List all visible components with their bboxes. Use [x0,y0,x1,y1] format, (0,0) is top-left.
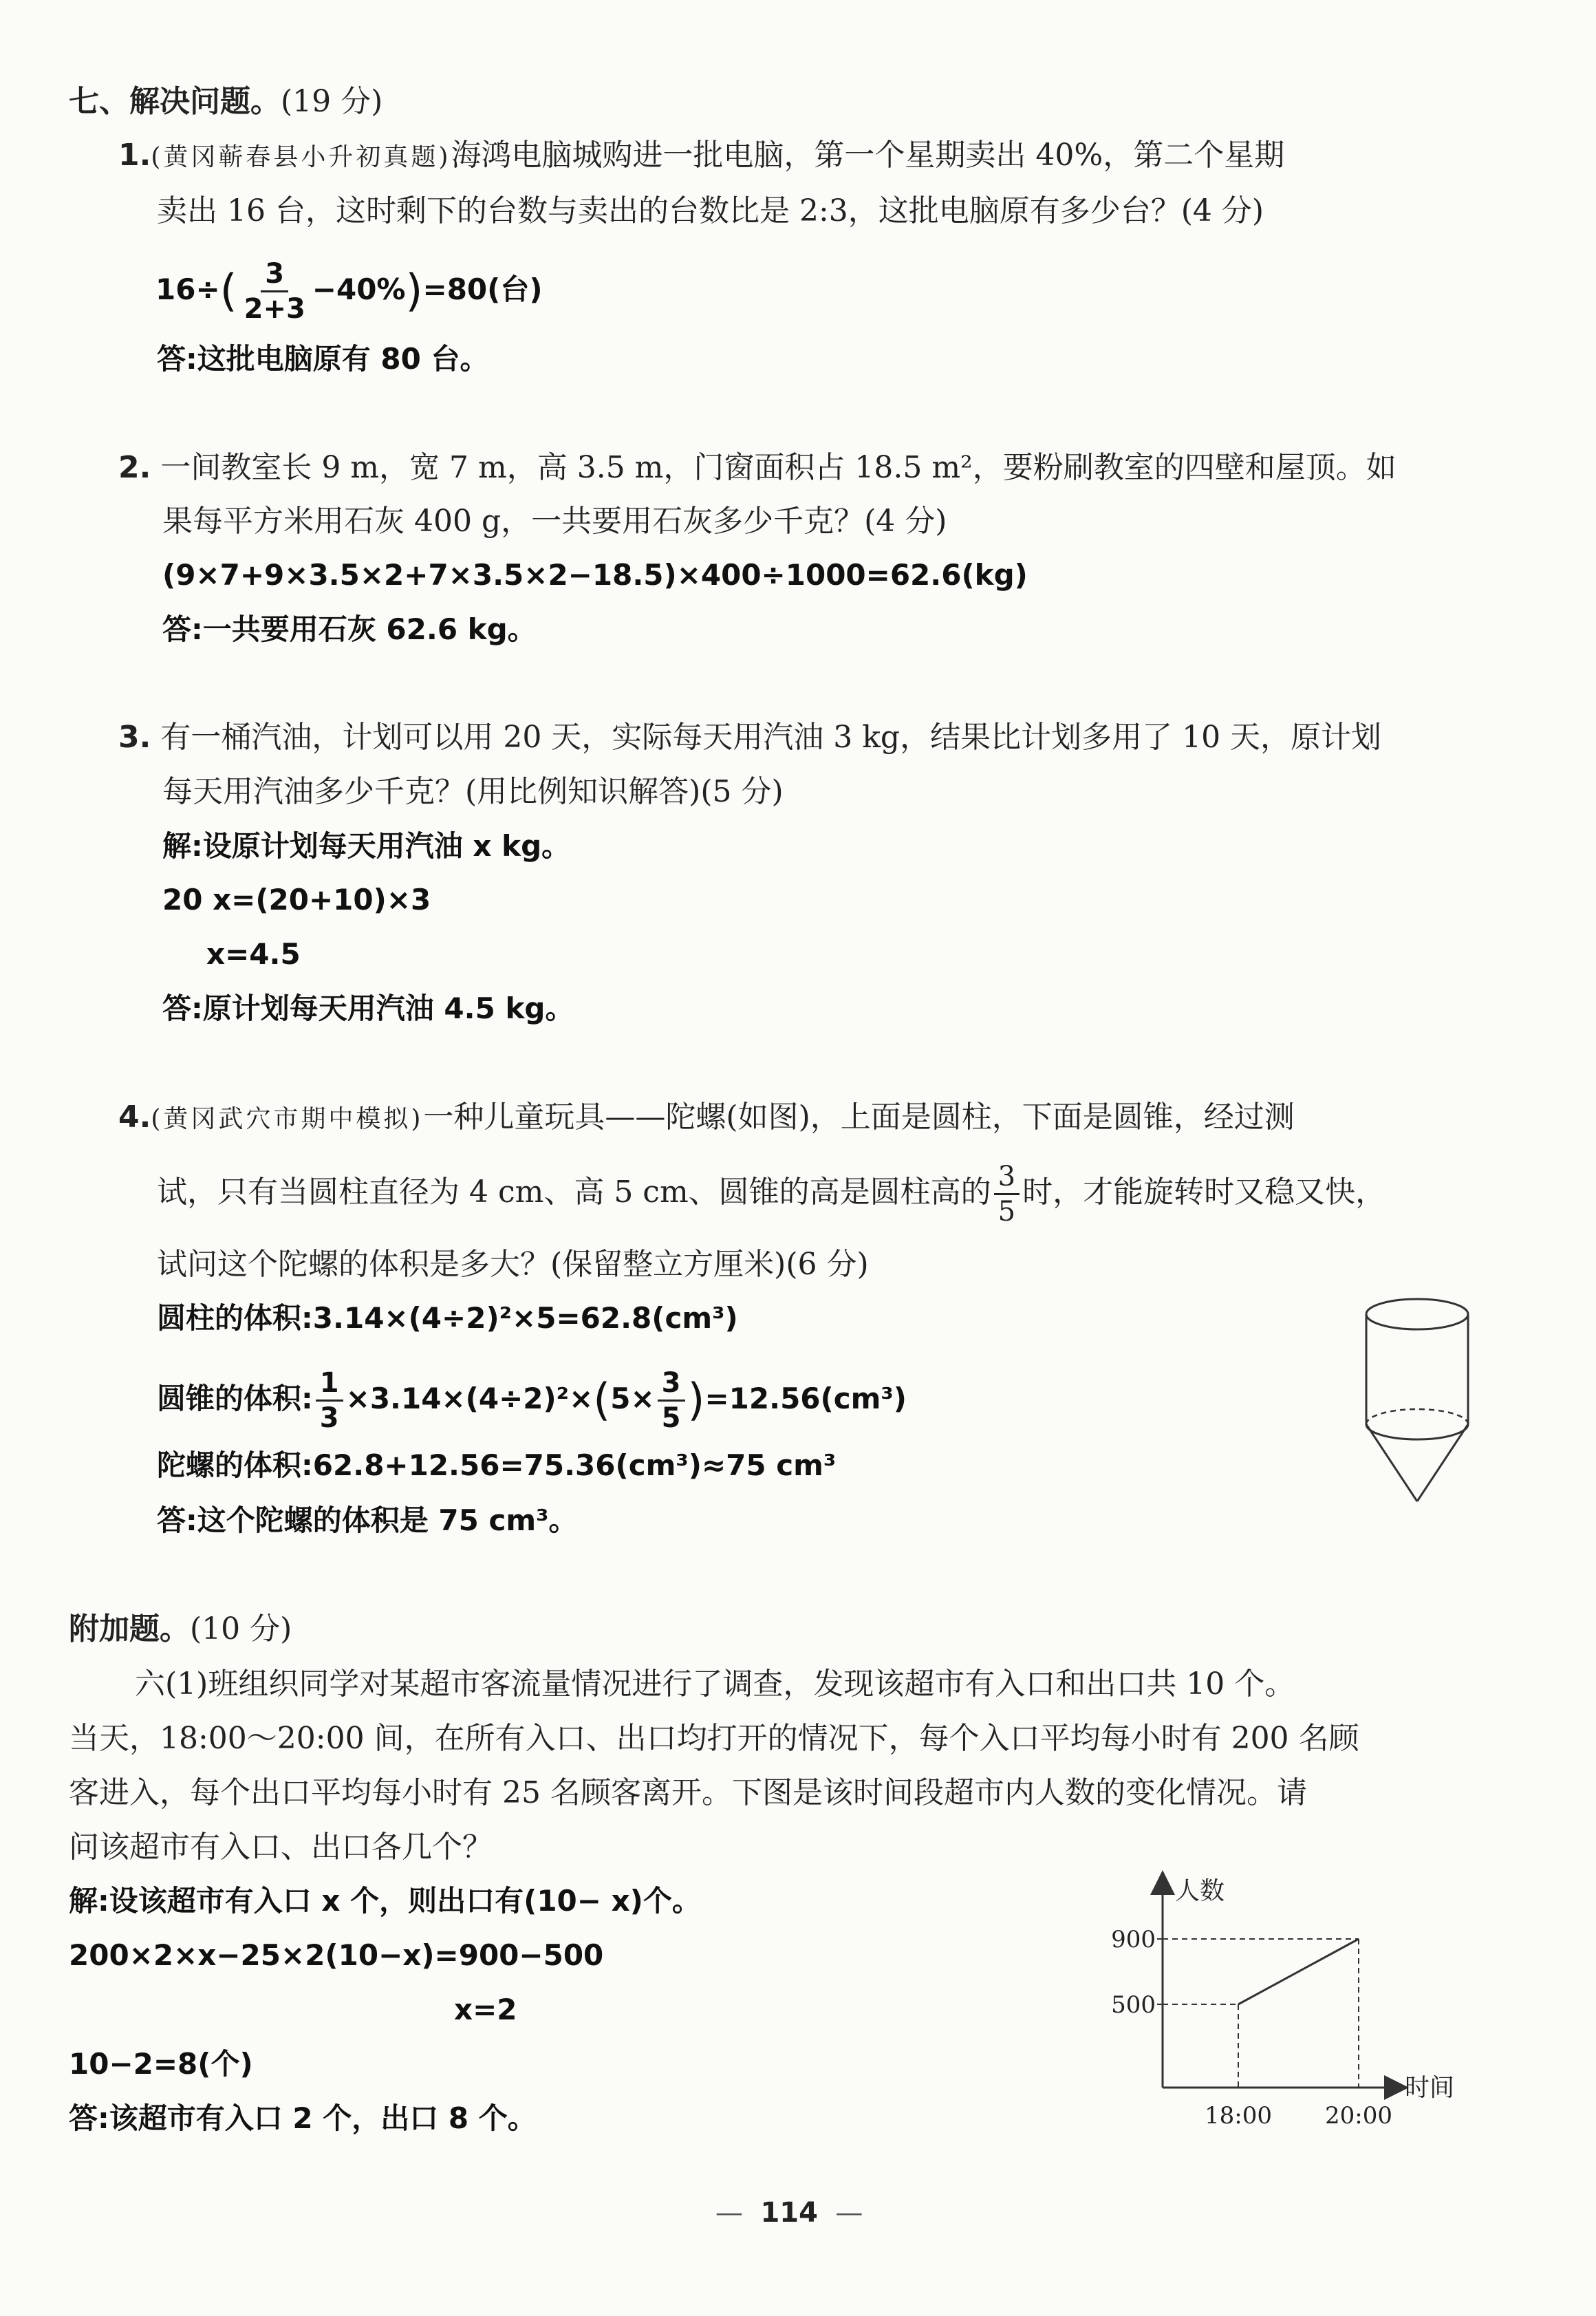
q3-number: 3. [118,720,151,755]
q4-cone-result: =12.56(cm³) [704,1382,907,1415]
extra-paragraph-2: 当天，18:00～20:00 间，在所有入口、出口均打开的情况下，每个入口平均每小时有 200 名顾 [69,1721,1359,1756]
people-count-chart [1087,1858,1472,2133]
q4-text-c: 试问这个陀螺的体积是多大？(保留整立方厘米)(6 分) [157,1247,869,1282]
q1-fraction: $\frac{3}{2+3}$ [244,258,305,325]
q4-cone-inner: 5× [610,1382,655,1415]
y-tick-label: 900 [1111,1926,1156,1953]
extra-paragraph-1: 六(1)班组织同学对某超市客流量情况进行了调查，发现该超市有入口和出口共 10 个。 [135,1666,1295,1702]
section-title: 七、解决问题。 [69,84,281,119]
q1-calculation: 16÷( $\frac{3}{2+3}$ −40%)=80(台) [155,258,543,325]
q4-line-2 [157,1163,1385,1225]
page-number: 114 [760,2197,818,2229]
extra-heading [69,1609,292,1650]
q1-source: (黄冈蕲春县小升初真题) [151,143,451,171]
q4-number: 4. [118,1100,151,1135]
q3-answer: 答:原计划每天用汽油 4.5 kg。 [162,991,574,1025]
extra-step-2: 200×2×x−25×2(10−x)=900−500 [69,1938,604,1972]
x-tick-label: 18:00 [1205,2102,1272,2130]
q4-total-volume: 陀螺的体积:62.8+12.56=75.36(cm³)≈75 cm³ [157,1448,837,1482]
q4-cone-volume: 圆锥的体积: $\frac{1}{3}$ ×3.14×(4÷2)²×(5× $\frac{3}{5}$ )=12.56(cm³) [157,1367,907,1434]
q4-cone-mid: ×3.14×(4÷2)²× [345,1382,594,1415]
q1-number: 1. [118,138,151,173]
section-heading [69,81,382,122]
q3-step-2: 20 x=(20+10)×3 [162,883,431,916]
q4-cone-fraction-2: $\frac{3}{5}$ [658,1369,685,1432]
cylinder-hidden-edge [1366,1409,1468,1424]
q4-cone-label: 圆锥的体积: [157,1382,313,1415]
q1-answer: 答:这批电脑原有 80 台。 [157,342,489,376]
extra-answer: 答:该超市有入口 2 个，出口 8 个。 [69,2101,537,2135]
q1-text-b: 卖出 16 台，这时剩下的台数与卖出的台数比是 2:3，这批电脑原有多少台？(4 分) [157,193,1264,228]
cone-right-edge [1417,1424,1468,1501]
q2-calculation: (9×7+9×3.5×2+7×3.5×2−18.5)×400÷1000=62.6(kg) [162,558,1028,592]
data-series-line [1238,1939,1359,2004]
extra-title: 附加题。 [69,1611,190,1647]
extra-step-3: x=2 [454,1993,517,2026]
q3-text-b: 每天用汽油多少千克？(用比例知识解答)(5 分) [162,774,784,809]
q4-fraction: $\frac{3}{5}$ [994,1163,1020,1225]
q2-line-1 [118,447,1396,489]
q4-line-1 [118,1097,1295,1140]
q1-calc-result: =80(台) [422,272,543,306]
x-axis-label: 时间 [1405,2074,1455,2102]
extra-paragraph-4: 问该超市有入口、出口各几个？ [69,1830,493,1865]
spinning-top-figure [1348,1294,1486,1514]
q1-calc-pre: 16÷ [155,272,220,306]
extra-score: (10 分) [190,1611,292,1647]
x-tick-label: 20:00 [1325,2102,1392,2130]
q3-step-3: x=4.5 [206,937,301,971]
q4-cylinder-volume: 圆柱的体积:3.14×(4÷2)²×5=62.8(cm³) [157,1301,738,1335]
extra-step-1: 解:设该超市有入口 x 个，则出口有(10− x)个。 [69,1884,701,1918]
section-score: (19 分) [281,84,383,119]
q4-answer: 答:这个陀螺的体积是 75 cm³。 [157,1503,578,1537]
y-axis-label: 人数 [1175,1877,1225,1905]
q1-text-a: 海鸿电脑城购进一批电脑，第一个星期卖出 40%，第二个星期 [451,138,1285,173]
q2-text-a: 一间教室长 9 m，宽 7 m，高 3.5 m，门窗面积占 18.5 m²，要粉刷教室的四壁和屋顶。如 [160,450,1396,485]
q2-number: 2. [118,450,151,485]
q4-text-b-post: 时，才能旋转时又稳又快， [1022,1175,1386,1210]
q2-answer: 答:一共要用石灰 62.6 kg。 [162,612,537,646]
q2-text-b: 果每平方米用石灰 400 g，一共要用石灰多少千克？(4 分) [162,504,947,539]
q4-cone-fraction-1: $\frac{1}{3}$ [316,1369,343,1432]
q1-calc-post: −40% [312,272,406,306]
cylinder-top-ellipse [1366,1299,1468,1329]
cone-left-edge [1366,1424,1417,1501]
extra-paragraph-3: 客进入，每个出口平均每小时有 25 名顾客离开。下图是该时间段超市内人数的变化情况。请 [69,1775,1307,1810]
q3-text-a: 有一桶汽油，计划可以用 20 天，实际每天用汽油 3 kg，结果比计划多用了 10 天，原计划 [160,720,1382,755]
y-tick-label: 500 [1111,1991,1156,2019]
page-number-footer: — 114 — [715,2197,863,2229]
q1-line-1 [118,135,1284,178]
q4-source: (黄冈武穴市期中模拟) [151,1105,424,1133]
q4-text-a: 一种儿童玩具——陀螺(如图)，上面是圆柱，下面是圆锥，经过测 [423,1100,1295,1135]
q4-text-b-pre: 试，只有当圆柱直径为 4 cm、高 5 cm、圆锥的高是圆柱高的 [157,1175,991,1210]
q3-line-1 [118,717,1381,758]
q3-step-1: 解:设原计划每天用汽油 x kg。 [162,829,571,863]
extra-step-4: 10−2=8(个) [69,2047,253,2081]
cylinder-bottom-edge [1366,1424,1468,1439]
